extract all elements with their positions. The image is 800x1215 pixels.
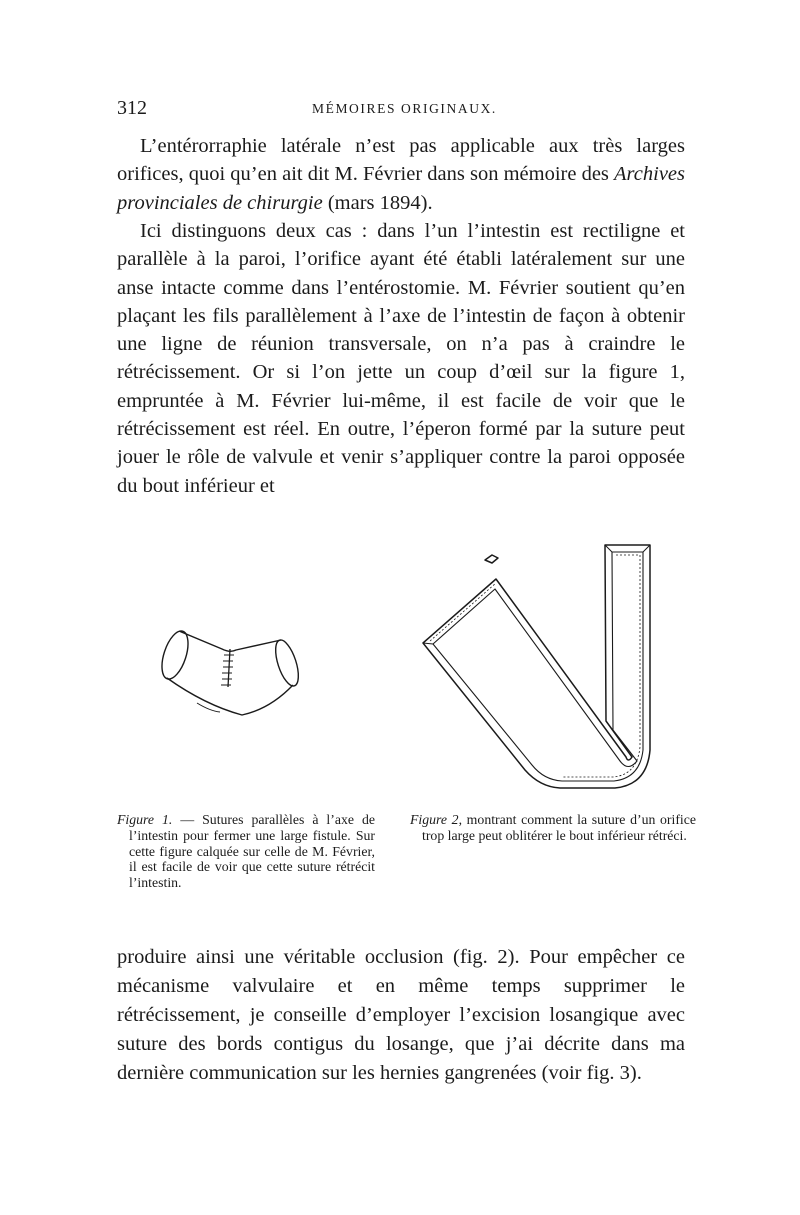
figure-illustrations: [150, 525, 690, 815]
figure-2-text: , montrant comment la suture d’un orifice trop large peut oblitérer le bout inférieur rétréci.: [422, 812, 697, 843]
figure-1-text: — Sutures parallèles à l’axe de l’intestin pour fermer une large fistule. Sur cette figure calquée sur celle de M. Février, il est facile de voir que cette suture rétrécit l’intestin.: [129, 812, 375, 891]
paragraph-3: produire ainsi une véritable occlusion (fig. 2). Pour empêcher ce mécanisme valvulaire et en même temps supprimer le rétrécissement, je conseille d’employer l’excision losangique avec suture des bords contigus du losange, que j’ai décrite dans ma dernière communication sur les hernies gangrenées (voir fig. 3).: [117, 946, 685, 1084]
figure-1-caption: [117, 812, 375, 891]
page-number: 312: [117, 97, 147, 119]
paragraph-1: [117, 132, 685, 217]
figure-2-illustration: [423, 545, 650, 788]
page-header: [117, 97, 685, 121]
paragraph-2: Ici distinguons deux cas : dans l’un l’intestin est rectiligne et parallèle à la paroi, l’orifice ayant été établi latéralement sur une anse intacte comme dans l’entérostomie. M. Février soutient qu’en plaçant les fils parallèlement à l’axe de l’intestin de façon à obtenir une ligne de réunion transversale, on n’a pas à craindre le rétrécissement. Or si l’on jette un coup d’œil sur la figure 1, empruntée à M. Février lui-même, il est facile de voir que le rétrécissement est réel. En outre, l’éperon formé par la suture peut jouer le rôle de valvule et venir s’appliquer contre la paroi opposée du bout inférieur et: [117, 220, 685, 497]
figure-2-label: Figure 2: [410, 812, 459, 827]
figures: [150, 525, 690, 815]
journal-title: Archives provinciales de chirurgie: [117, 163, 685, 214]
paragraph-1-end: (mars 1894).: [322, 191, 433, 214]
figure-1-illustration: [157, 628, 303, 715]
paragraph-1-start: L’entérorraphie latérale n’est pas applicable aux très larges orifices, quoi qu’en ait dit M. Février dans son mémoire des: [117, 135, 685, 186]
figure-2-caption: [410, 812, 696, 844]
running-title: MÉMOIRES ORIGINAUX.: [312, 101, 497, 116]
figure-1-label: Figure 1.: [117, 812, 173, 827]
